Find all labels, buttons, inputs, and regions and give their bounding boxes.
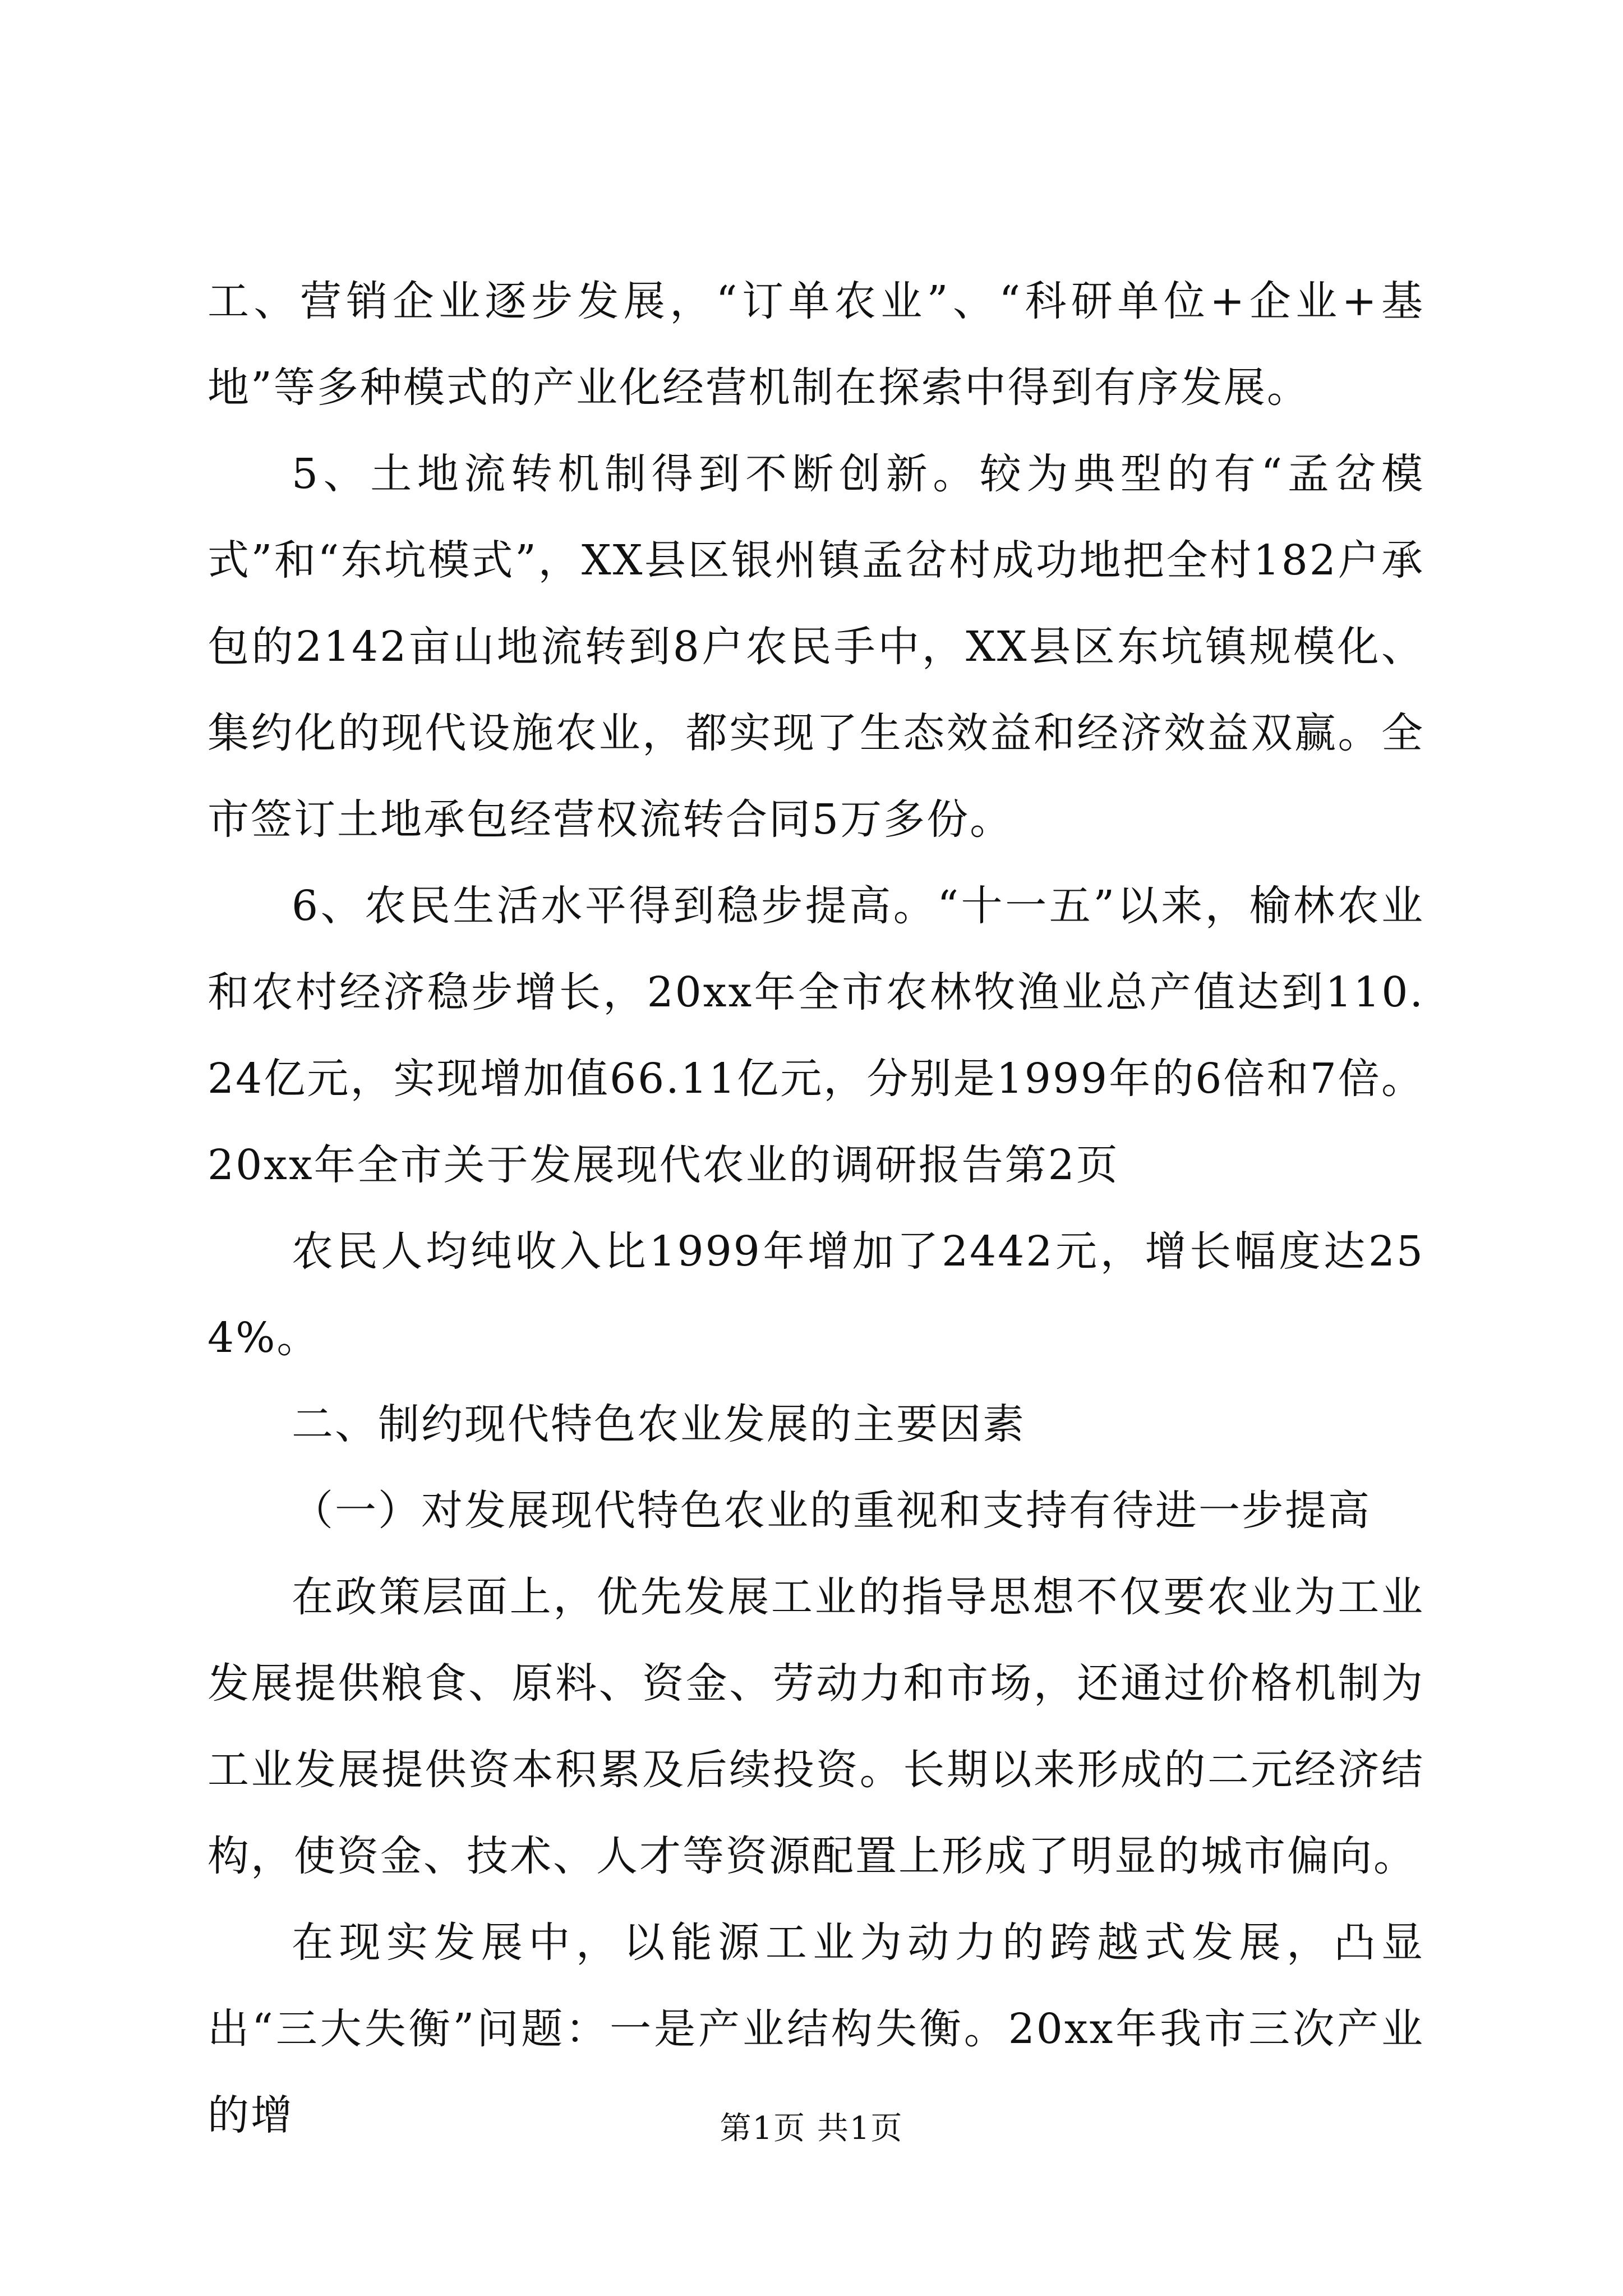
- subsection-heading: （一）对发展现代特色农业的重视和支持有待进一步提高: [292, 1487, 1371, 1535]
- paragraph-7: 在政策层面上，优先发展工业的指导思想不仅要农业为工业发展提供粮食、原料、资金、劳动力和市场，还通过价格机制为工业发展提供资本积累及后续投资。长期以来形成的二元经济结构，使资金、技术、人才等资源配置上形成了明显的城市偏向。: [208, 1573, 1424, 1880]
- paragraph-4: 农民人均纯收入比1999年增加了2442元，增长幅度达254%。: [208, 1227, 1424, 1362]
- document-body: [208, 258, 1424, 2159]
- paragraph-2: 5、土地流转机制得到不断创新。较为典型的有“孟岔模式”和“东坑模式”，XX县区银州镇孟岔村成功地把全村182户承包的2142亩山地流转到8户农民手中，XX县区东坑镇规模化、集约化的现代设施农业，都实现了生态效益和经济效益双赢。全市签订土地承包经营权流转合同5万多份。: [208, 450, 1424, 844]
- section-heading: 二、制约现代特色农业发展的主要因素: [292, 1400, 1026, 1448]
- paragraph-8: 在现实发展中，以能源工业为动力的跨越式发展，凸显出“三大失衡”问题：一是产业结构失衡。20xx年我市三次产业的增: [208, 1918, 1424, 2139]
- page-footer: 第1页 共1页: [720, 2110, 903, 2147]
- paragraph-3: 6、农民生活水平得到稳步提高。“十一五”以来，榆林农业和农村经济稳步增长，20xx年全市农林牧渔业总产值达到110.24亿元，实现增加值66.11亿元，分别是1999年的6倍和7倍。20xx年全市关于发展现代农业的调研报告第2页: [208, 882, 1424, 1189]
- paragraph-1: 工、营销企业逐步发展，“订单农业”、“科研单位+企业+基地”等多种模式的产业化经营机制在探索中得到有序发展。: [208, 277, 1424, 412]
